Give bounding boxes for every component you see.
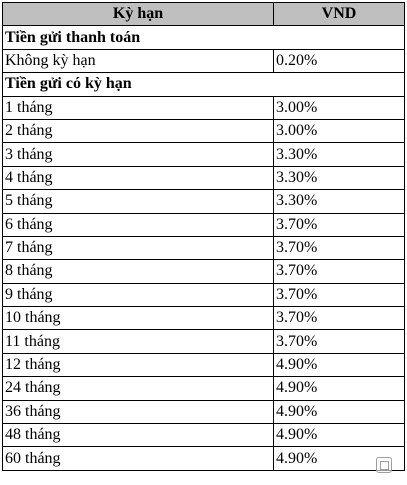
rate-cell: 3.30% — [274, 143, 405, 166]
table-row — [3, 307, 405, 330]
section-title: Tiền gửi có kỳ hạn — [3, 73, 405, 96]
section-row — [3, 26, 405, 49]
term-cell: 9 tháng — [3, 283, 274, 306]
term-cell: 11 tháng — [3, 330, 274, 353]
rate-cell: 3.00% — [274, 96, 405, 119]
table-row — [3, 424, 405, 447]
term-cell: 48 tháng — [3, 424, 274, 447]
term-cell: 8 tháng — [3, 260, 274, 283]
term-cell: Không kỳ hạn — [3, 49, 274, 72]
rate-cell: 3.70% — [274, 213, 405, 236]
rate-cell: 3.70% — [274, 330, 405, 353]
term-cell: 10 tháng — [3, 307, 274, 330]
table-row — [3, 400, 405, 423]
rate-cell: 3.30% — [274, 166, 405, 189]
rate-cell: 3.70% — [274, 260, 405, 283]
term-cell: 4 tháng — [3, 166, 274, 189]
interest-rate-table — [2, 2, 405, 471]
term-cell: 1 tháng — [3, 96, 274, 119]
header-currency: VND — [274, 3, 405, 26]
table-row — [3, 96, 405, 119]
rate-cell: 3.00% — [274, 119, 405, 142]
table-row — [3, 143, 405, 166]
rate-cell: 3.70% — [274, 236, 405, 259]
table-row — [3, 330, 405, 353]
table-row — [3, 353, 405, 376]
table-row — [3, 166, 405, 189]
term-cell: 36 tháng — [3, 400, 274, 423]
rate-cell: 0.20% — [274, 49, 405, 72]
table-row — [3, 49, 405, 72]
expand-icon[interactable] — [376, 457, 392, 473]
rate-cell: 3.30% — [274, 190, 405, 213]
rate-cell: 4.90% — [274, 400, 405, 423]
rate-cell: 4.90% — [274, 424, 405, 447]
term-cell: 3 tháng — [3, 143, 274, 166]
term-cell: 24 tháng — [3, 377, 274, 400]
rate-cell: 4.90% — [274, 353, 405, 376]
table-body — [3, 26, 405, 470]
table-row — [3, 190, 405, 213]
header-row — [3, 3, 405, 26]
rate-cell: 3.70% — [274, 283, 405, 306]
table-row — [3, 260, 405, 283]
table-row — [3, 213, 405, 236]
term-cell: 6 tháng — [3, 213, 274, 236]
term-cell: 2 tháng — [3, 119, 274, 142]
term-cell: 5 tháng — [3, 190, 274, 213]
rate-cell: 4.90% — [274, 447, 405, 470]
table-row — [3, 283, 405, 306]
term-cell: 60 tháng — [3, 447, 274, 470]
section-row — [3, 73, 405, 96]
term-cell: 12 tháng — [3, 353, 274, 376]
table-row — [3, 377, 405, 400]
rate-cell: 3.70% — [274, 307, 405, 330]
table-header — [3, 3, 405, 26]
table-row — [3, 119, 405, 142]
term-cell: 7 tháng — [3, 236, 274, 259]
table-row — [3, 447, 405, 470]
header-term: Kỳ hạn — [3, 3, 274, 26]
rate-cell: 4.90% — [274, 377, 405, 400]
section-title: Tiền gửi thanh toán — [3, 26, 405, 49]
table-row — [3, 236, 405, 259]
